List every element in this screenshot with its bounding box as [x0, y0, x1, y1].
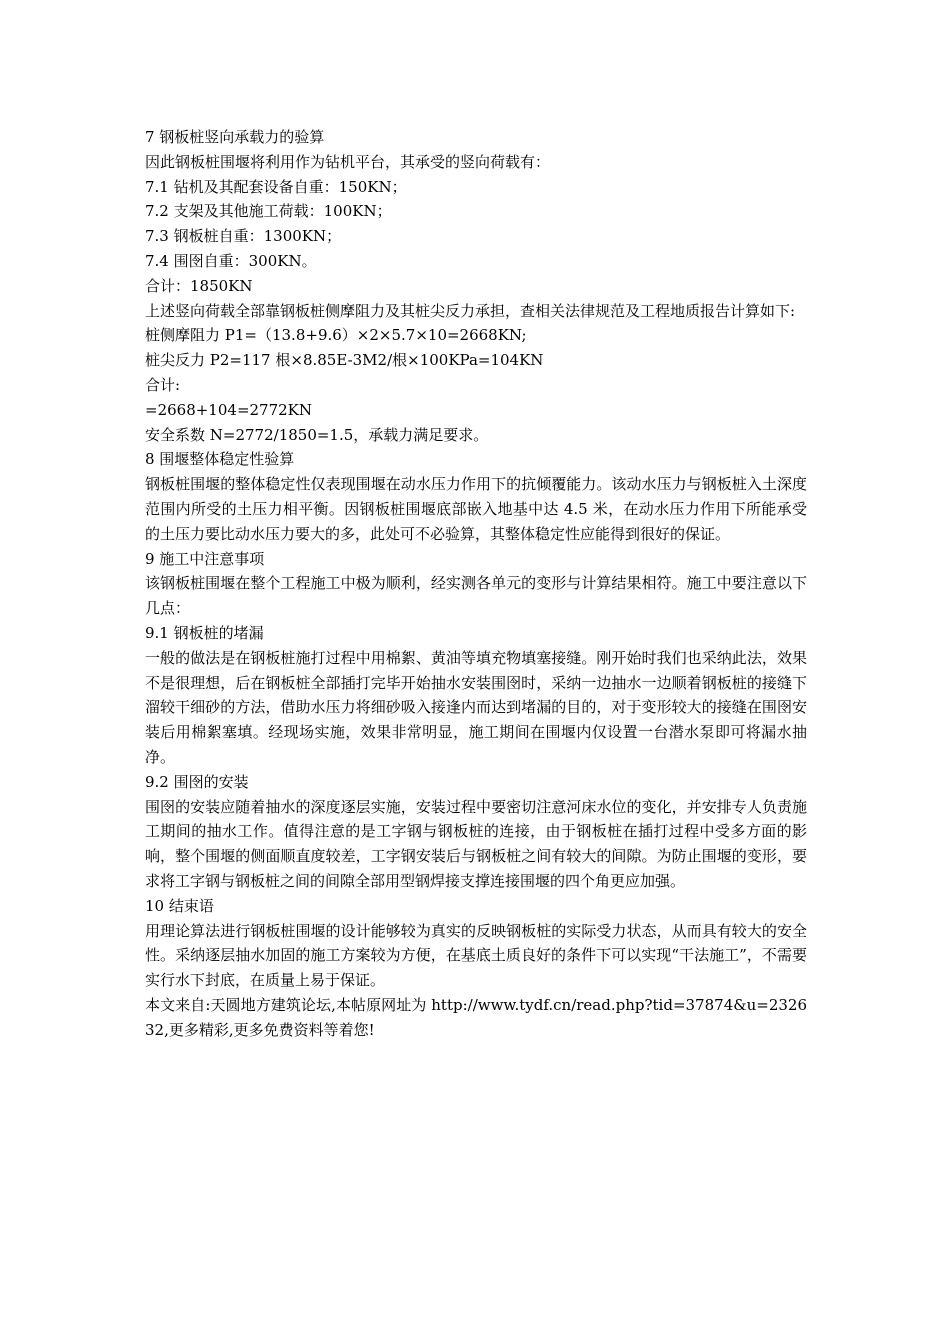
section-7-intro: 因此钢板桩围堰将利用作为钻机平台，其承受的竖向荷载有： [145, 152, 551, 171]
section-10-paragraph: 用理论算法进行钢板桩围堰的设计能够较为真实的反映钢板桩的实际受力状态，从而具有较大的安全性。采纳逐层抽水加固的施工方案较为方便，在基底土质良好的条件下可以实现“干法施工”，不需要实行水下封底，在质量上易于保证。 [145, 921, 807, 990]
load-item-7-1: 7.1 钻机及其配套设备自重：150KN； [145, 177, 407, 196]
section-7-heading: 7 钢板桩竖向承载力的验算 [145, 128, 325, 146]
section-8-heading: 8 围堰整体稳定性验算 [145, 450, 295, 469]
formula-p2: 桩尖反力 P2=117 根×8.85E-3M2/根×100KPa=104KN [145, 351, 544, 370]
document-page [145, 125, 807, 1042]
safety-factor: 安全系数 N=2772/1850=1.5，承载力满足要求。 [145, 425, 489, 444]
section-9-2-heading: 9.2 围囹的安装 [145, 772, 249, 791]
sum-value: =2668+104=2772KN [145, 400, 313, 419]
section-8-paragraph: 钢板桩围堰的整体稳定性仅表现围堰在动水压力作用下的抗倾覆能力。该动水压力与钢板桩入土深度范围内所受的土压力相平衡。因钢板桩围堰底部嵌入地基中达 4.5 米，在动水压力作用下所能承受的土压力要比动水压力要大的多，此处可不必验算，其整体稳定性应能得到很好的保证。 [145, 475, 807, 543]
section-9-1-paragraph: 一般的做法是在钢板桩施打过程中用棉絮、黄油等填充物填塞接缝。刚开始时我们也采纳此法，效果不是很理想，后在钢板桩全部插打完毕开始抽水安装围囹时，采纳一边抽水一边顺着钢板桩的接缝下溜较干细砂的方法，借助水压力将细砂吸入接逢内而达到堵漏的目的，对于变形较大的接缝在围囹安装后用棉絮塞填。经现场实施，效果非常明显，施工期间在围堰内仅设置一台潜水泵即可将漏水抽净。 [145, 648, 807, 766]
load-item-7-2: 7.2 支架及其他施工荷载：100KN； [145, 202, 392, 221]
load-total: 合计：1850KN [145, 276, 253, 295]
section-9-2-paragraph: 围囹的安装应随着抽水的深度逐层实施，安装过程中要密切注意河床水位的变化，并安排专人负责施工期间的抽水工作。值得注意的是工字钢与钢板桩的连接，由于钢板桩在插打过程中受多方面的影响，整个围堰的侧面顺直度较差，工字钢安装后与钢板桩之间有较大的间隙。为防止围堰的变形，要求将工字钢与钢板桩之间的间隙全部用型钢焊接支撑连接围堰的四个角更应加强。 [145, 797, 807, 890]
source-note: 本文来自:天圆地方建筑论坛,本帖原网址为 http://www.tydf.cn/read.php?tid=37874&u=232632,更多精彩,更多免费资料等着您! [145, 995, 807, 1039]
sum-label: 合计: [145, 375, 181, 394]
section-10-heading: 10 结束语 [145, 896, 214, 915]
section-9-heading: 9 施工中注意事项 [145, 549, 265, 568]
section-9-1-heading: 9.1 钢板桩的堵漏 [145, 623, 264, 642]
formula-p1: 桩侧摩阻力 P1=（13.8+9.6）×2×5.7×10=2668KN; [145, 326, 527, 345]
section-7-paragraph: 上述竖向荷载全部靠钢板桩侧摩阻力及其桩尖反力承担，查相关法律规范及工程地质报告计算如下: [145, 301, 796, 320]
load-item-7-3: 7.3 钢板桩自重：1300KN； [145, 227, 342, 246]
section-9-paragraph: 该钢板桩围堰在整个工程施工中极为顺利，经实测各单元的变形与计算结果相符。施工中要注意以下几点： [145, 574, 807, 618]
load-item-7-4: 7.4 围囹自重：300KN。 [145, 251, 317, 270]
